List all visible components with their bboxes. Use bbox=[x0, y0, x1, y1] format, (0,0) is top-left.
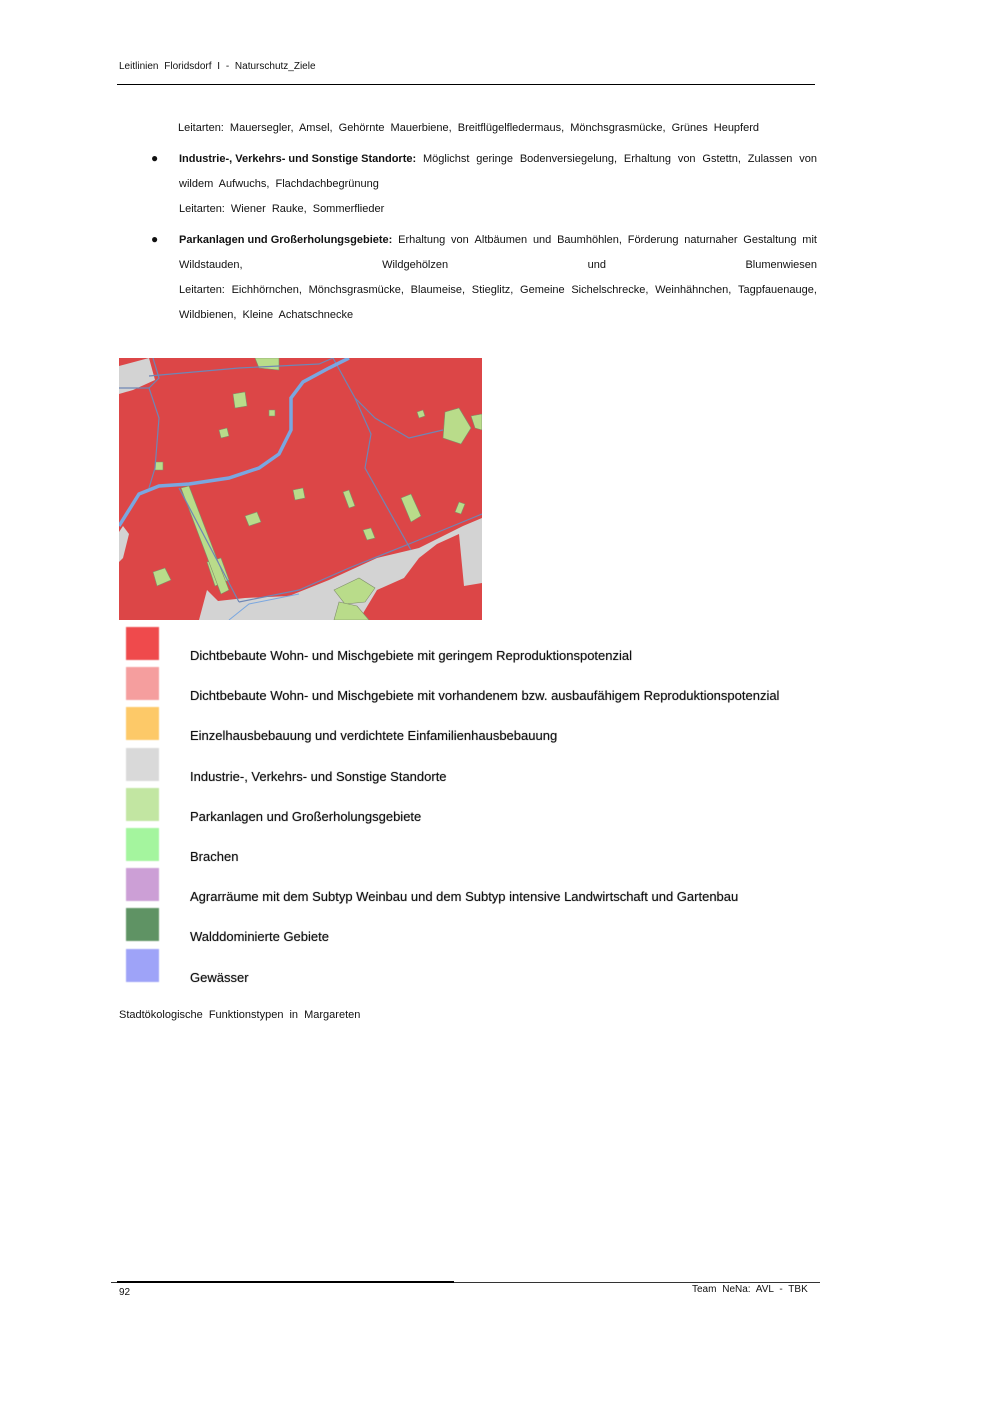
header-divider bbox=[117, 84, 815, 85]
bullet-industrie-line-1 bbox=[179, 153, 817, 165]
legend-label: Parkanlagen und Großerholungsgebiete bbox=[190, 808, 422, 824]
map-park-area bbox=[293, 488, 305, 500]
word: Zulassen bbox=[747, 153, 793, 165]
word: Eichhörnchen, bbox=[231, 284, 302, 296]
legend-swatch bbox=[126, 788, 159, 821]
word: Erhaltung bbox=[398, 234, 446, 246]
bullet-parkanlagen-line-2 bbox=[179, 259, 817, 271]
legend-item bbox=[126, 627, 826, 667]
legend-swatch bbox=[126, 949, 159, 982]
legend-item bbox=[126, 908, 826, 948]
word: naturnaher bbox=[684, 234, 738, 246]
legend-swatch bbox=[126, 868, 159, 901]
bullet-parkanlagen-leitarten-line-1 bbox=[179, 284, 817, 296]
bullet-industrie-leitarten: Leitarten: Wiener Rauke, Sommerflieder bbox=[179, 203, 385, 215]
word: Blaumeise, bbox=[410, 284, 466, 296]
legend-item bbox=[126, 788, 826, 828]
leitarten-line: Leitarten: Mauersegler, Amsel, Gehörnte Mauerbiene, Breitflügelfledermaus, Mönchsgrasmücke, Grünes Heupferd bbox=[178, 122, 760, 134]
bullet-parkanlagen-heading: Parkanlagen und Großerholungsgebiete: bbox=[179, 234, 393, 246]
word: Gestaltung bbox=[743, 234, 797, 246]
legend-label: Brachen bbox=[190, 848, 239, 864]
word: von bbox=[451, 234, 469, 246]
legend-swatch bbox=[126, 828, 159, 861]
word: Stieglitz, bbox=[471, 284, 514, 296]
land-use-map bbox=[119, 358, 482, 620]
word: Wildstauden, bbox=[179, 259, 243, 271]
legend-item bbox=[126, 949, 826, 989]
bullet-marker: ● bbox=[151, 151, 159, 165]
legend-label: Industrie-, Verkehrs- und Sonstige Standorte bbox=[190, 768, 447, 784]
word: Mönchsgrasmücke, bbox=[308, 284, 404, 296]
legend-item bbox=[126, 748, 826, 788]
word: Gstettn, bbox=[702, 153, 741, 165]
bullet-industrie-heading: Industrie-, Verkehrs- und Sonstige Standorte: bbox=[179, 153, 417, 165]
word: Leitarten: bbox=[179, 284, 225, 296]
legend-item bbox=[126, 667, 826, 707]
map-park-area bbox=[219, 428, 229, 438]
word: Tagpfauenauge, bbox=[738, 284, 817, 296]
figure-caption: Stadtökologische Funktionstypen in Margareten bbox=[119, 1009, 361, 1021]
word: Altbäumen bbox=[474, 234, 528, 246]
bullet-industrie-line-2: wildem Aufwuchs, Flachdachbegrünung bbox=[179, 178, 379, 190]
bullet-parkanlagen-leitarten-line-2: Wildbienen, Kleine Achatschnecke bbox=[179, 309, 354, 321]
word: von bbox=[677, 153, 696, 165]
map-park-area bbox=[269, 410, 275, 416]
word: Bodenversiegelung, bbox=[519, 153, 618, 165]
legend-label: Walddominierte Gebiete bbox=[190, 929, 329, 945]
legend-swatch bbox=[126, 707, 159, 740]
word: Förderung bbox=[627, 234, 679, 246]
word: Gemeine bbox=[520, 284, 565, 296]
word: von bbox=[799, 153, 817, 165]
bullet-parkanlagen-line-1 bbox=[179, 234, 817, 246]
legend-swatch bbox=[126, 748, 159, 781]
legend-item bbox=[126, 707, 826, 747]
word: mit bbox=[802, 234, 817, 246]
word: Sichelschrecke, bbox=[571, 284, 649, 296]
legend-label: Dichtbebaute Wohn- und Mischgebiete mit vorhandenem bzw. ausbaufähigem Reproduktionspotenzial bbox=[190, 688, 780, 704]
running-header: Leitlinien Floridsdorf I - Naturschutz_Ziele bbox=[119, 61, 316, 72]
footer-team: Team NeNa: AVL - TBK bbox=[692, 1284, 808, 1295]
legend-item bbox=[126, 828, 826, 868]
legend-swatch bbox=[126, 627, 159, 660]
legend-label: Dichtbebaute Wohn- und Mischgebiete mit geringem Reproduktionspotenzial bbox=[190, 648, 633, 663]
word: Weinhähnchen, bbox=[655, 284, 732, 296]
page-number: 92 bbox=[119, 1287, 131, 1298]
word: Möglichst bbox=[422, 153, 470, 165]
word: und bbox=[587, 259, 606, 271]
word: geringe bbox=[476, 153, 513, 165]
word: Wildgehölzen bbox=[382, 259, 449, 271]
bullet-marker: ● bbox=[151, 232, 159, 246]
map-park-area bbox=[155, 462, 163, 470]
word: Erhaltung bbox=[623, 153, 671, 165]
legend-item bbox=[126, 868, 826, 908]
word: Blumenwiesen bbox=[745, 259, 817, 271]
map-park-area bbox=[233, 392, 247, 408]
word: und bbox=[532, 234, 552, 246]
legend-label: Agrarräume mit dem Subtyp Weinbau und dem Subtyp intensive Landwirtschaft und Gartenbau bbox=[190, 889, 739, 905]
legend-label: Einzelhausbebauung und verdichtete Einfamilienhausbebauung bbox=[190, 728, 558, 744]
map-svg bbox=[119, 358, 482, 620]
legend-swatch bbox=[126, 667, 159, 700]
map-legend bbox=[126, 627, 826, 989]
word: Baumhöhlen, bbox=[557, 234, 622, 246]
footer-divider-accent bbox=[117, 1281, 454, 1283]
legend-label: Gewässer bbox=[190, 969, 249, 985]
legend-swatch bbox=[126, 908, 159, 941]
